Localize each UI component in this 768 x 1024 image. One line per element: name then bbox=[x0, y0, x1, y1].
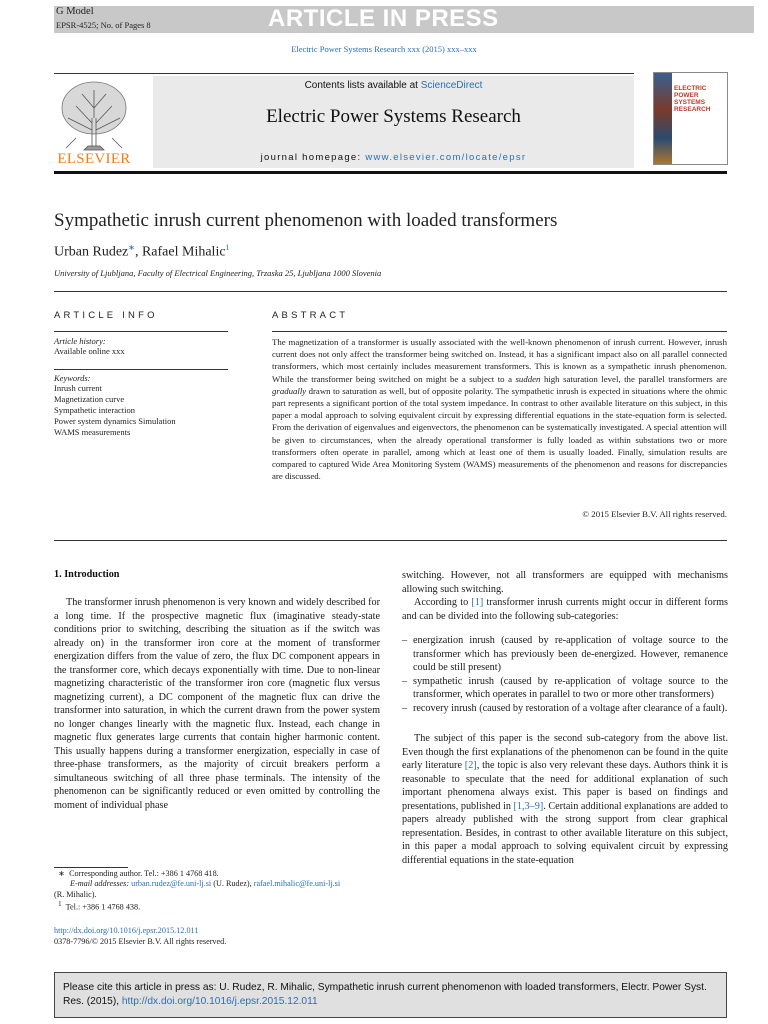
footnote-mark: ∗ bbox=[58, 869, 65, 878]
keywords-rule bbox=[54, 369, 228, 370]
bullet-dash: – bbox=[402, 635, 408, 646]
footnote-1 bbox=[54, 900, 384, 913]
abstract-part: drawn to saturation as well, but of opposite polarity. The sympathetic inrush is expected in situations where the ohmic part represents a significant portion of the total system impedance. In contrast to other available literature on this subject, in this paper a modal approach to solving equivalent circuit by expressing differential equations in the state-equation form is selected. From the derivation of eigenvalues and eigenvectors, the phenomenon can be systematically investigated. A special attention will be given to circumstances, when the already operational transformer is fully loaded as within substations two or more transformers often operate in parallel, among which at least one of them is usually loaded. Finally, simulation results are compared to captured Wide Area Monitoring System (WAMS) measurements of the phenomenon and reasons for discrepancies are discussed. bbox=[272, 385, 727, 482]
paper-title: Sympathetic inrush current phenomenon with loaded transformers bbox=[54, 210, 558, 231]
left-column bbox=[54, 596, 380, 812]
email-owner-2: (R. Mihalic). bbox=[54, 889, 97, 899]
g-model-label: G Model bbox=[56, 6, 94, 17]
elsevier-wordmark: ELSEVIER bbox=[57, 151, 131, 167]
footnote-text: Corresponding author. Tel.: +386 1 4768 418. bbox=[69, 869, 219, 878]
list-item-text: energization inrush (caused by re-application of voltage source to the transformer which has previously been de-energized. However, remanence could be still present) bbox=[413, 635, 728, 673]
text-run: . Certain additional explanations are added to papers already published with the strong support from clear graphical representation. Besides, in contrast to other available literature on this subject, in this paper a modal approach to solving equivalent circuit by expressing differential equations in the state-equation bbox=[402, 800, 729, 866]
contents-available bbox=[153, 80, 634, 91]
keyword: Sympathetic interaction bbox=[54, 405, 135, 415]
cover-title: ELECTRIC POWER SYSTEMS RESEARCH bbox=[674, 85, 711, 114]
keywords-list bbox=[54, 383, 176, 438]
citation-prefix: Please cite this article in press as: U. Rudez, R. Mihalic, Sympathetic inrush current phenomenon with loaded transformers, Electr. Power Syst. Res. (2015), bbox=[63, 982, 707, 1007]
cover-image-strip bbox=[654, 73, 672, 165]
intro-paragraph: The transformer inrush phenomenon is very known and widely described for a long time. If the prospective magnetic flux (imaginative steady-state conditions prior to switching, describing the situation as if the switch was already on) in the transformer iron core at the moment of transformer energization differs from the value of zero, the flux DC component appears in the transformer core, which decays exponentially with time. Due to non-linear magnetizing characteristic of the transformer iron core (magnetic flux versus magnetizing current), a DC component of the magnetic flux can drive the transformer into saturation, in which the current drawn from the power system no longer changes linearly with the magnetic flux. Instead, each change in magnetic flux generates large currents that contain higher harmonic content. This usually happens during a transformer energization, especially in case of three-phase transformers, as the majority of circuit breakers perform a simultaneous switching of all three phase terminals. The intensity of the phenomenon can be significantly reduced or even omitted by controlling the moment of individual phase bbox=[54, 597, 380, 811]
keywords-label: Keywords: bbox=[54, 373, 91, 383]
keyword: Inrush current bbox=[54, 383, 102, 393]
keyword: WAMS measurements bbox=[54, 427, 131, 437]
authors bbox=[54, 243, 230, 261]
bullet-dash: – bbox=[402, 702, 408, 714]
masthead-bottom-rule bbox=[54, 171, 727, 174]
article-info-heading: ARTICLE INFO bbox=[54, 310, 158, 321]
paragraph-2 bbox=[402, 596, 728, 623]
text-run: The subject of this paper is the second sub-category from the above list. Even though the first explanations of the phenomenon can be found in the quite early literature bbox=[402, 733, 728, 771]
abstract-rule bbox=[272, 331, 727, 332]
corresponding-author-note bbox=[54, 869, 384, 879]
email-note bbox=[54, 879, 384, 889]
footnote-text: Tel.: +386 1 4768 438. bbox=[65, 902, 141, 912]
abstract-heading: ABSTRACT bbox=[272, 310, 349, 321]
article-info-rule bbox=[54, 331, 228, 332]
abstract-text bbox=[272, 336, 727, 482]
contents-prefix: Contents lists available at bbox=[304, 80, 421, 91]
journal-homepage bbox=[153, 152, 634, 163]
email-link-2[interactable]: rafael.mihalic@fe.uni-lj.si bbox=[253, 879, 341, 889]
continued-paragraph: switching. However, not all transformers are equipped with mechanisms allowing such switching. bbox=[402, 570, 728, 595]
footnote-rule bbox=[54, 867, 128, 868]
issn-line: 0378-7796/© 2015 Elsevier B.V. All rights reserved. bbox=[54, 937, 227, 946]
list-item bbox=[402, 634, 728, 675]
journal-reference[interactable]: Electric Power Systems Research xxx (2015) xxx–xxx bbox=[291, 44, 477, 54]
introduction-heading: 1. Introduction bbox=[54, 569, 120, 580]
journal-cover-thumbnail[interactable] bbox=[653, 72, 728, 165]
author-separator: , bbox=[134, 244, 142, 260]
list-item-text: recovery inrush (caused by restoration of a voltage after clearance of a fault). bbox=[413, 702, 728, 714]
section-rule bbox=[54, 291, 727, 292]
keyword: Power system dynamics Simulation bbox=[54, 416, 176, 426]
right-column bbox=[402, 569, 728, 867]
bullet-dash: – bbox=[402, 675, 408, 687]
citation-link[interactable]: [1,3–9] bbox=[513, 800, 544, 812]
abstract-emphasis: gradually bbox=[272, 385, 307, 396]
affiliation: University of Ljubljana, Faculty of Electrical Engineering, Trzaska 25, Ljubljana 1000 Slovenia bbox=[54, 268, 382, 278]
copyright: © 2015 Elsevier B.V. All rights reserved. bbox=[582, 509, 727, 519]
citation-link[interactable]: [2] bbox=[464, 760, 477, 771]
list-item bbox=[402, 702, 728, 716]
citation-link[interactable]: [1] bbox=[471, 597, 484, 608]
doi-link[interactable]: http://dx.doi.org/10.1016/j.epsr.2015.12.011 bbox=[54, 926, 199, 935]
email-owner: (U. Rudez), bbox=[211, 879, 254, 889]
list-item bbox=[402, 675, 728, 702]
article-in-press-label: ARTICLE IN PRESS bbox=[268, 5, 499, 32]
footnotes bbox=[54, 869, 384, 913]
text-run: , the topic is also very relevant these days. Authors think it is reasonable to speculate that the need for additional explanation of such important phenomena always exist. This paper is based on findings and presentations, published in bbox=[402, 760, 728, 812]
abstract-emphasis: sudden bbox=[515, 373, 541, 384]
article-history-label: Article history: bbox=[54, 336, 106, 346]
email-link-1[interactable]: urban.rudez@fe.uni-lj.si bbox=[131, 879, 212, 889]
journal-title: Electric Power Systems Research bbox=[266, 106, 521, 127]
citation-doi-link[interactable]: http://dx.doi.org/10.1016/j.epsr.2015.12.011 bbox=[121, 996, 318, 1007]
text-run: transformer inrush currents might occur in different forms and can be divided into the following sub-categories: bbox=[402, 597, 728, 622]
masthead-top-rule bbox=[54, 73, 634, 74]
author-2-mark[interactable]: 1 bbox=[225, 243, 230, 252]
author-1-mark[interactable]: ∗ bbox=[128, 243, 135, 252]
section-rule bbox=[54, 540, 727, 541]
abstract-part: The magnetization of a transformer is usually associated with the well-known phenomenon of inrush current. However, inrush current does not only affect the transformer being switched on. Instead, it has a significant impact also on all parallel connected transformers, which most certainly includes measurement transformers. This is known as a sympathetic inrush phenomenon. While the transformer being switched on might be a subject to a bbox=[272, 337, 727, 384]
footnote-mark: 1 bbox=[58, 901, 62, 909]
sciencedirect-link[interactable]: ScienceDirect bbox=[420, 80, 483, 91]
homepage-link[interactable]: www.elsevier.com/locate/epsr bbox=[365, 152, 527, 163]
article-history-value: Available online xxx bbox=[54, 346, 125, 356]
author-2: Rafael Mihalic bbox=[141, 244, 226, 260]
author-1: Urban Rudez bbox=[54, 244, 129, 260]
text-run: According to bbox=[414, 597, 472, 608]
manuscript-id: EPSR-4525; No. of Pages 8 bbox=[56, 20, 151, 30]
citation-text bbox=[63, 981, 723, 1009]
keyword: Magnetization curve bbox=[54, 394, 125, 404]
abstract-part: high saturation level, the parallel transformers are bbox=[540, 373, 727, 384]
paragraph-3 bbox=[402, 732, 728, 867]
homepage-prefix: journal homepage: bbox=[260, 152, 366, 163]
list-item-text: sympathetic inrush (caused by re-application of voltage source to the transformer, which operates in parallel to two or more other transformers) bbox=[413, 675, 728, 700]
email-label: E-mail addresses: bbox=[70, 879, 132, 889]
